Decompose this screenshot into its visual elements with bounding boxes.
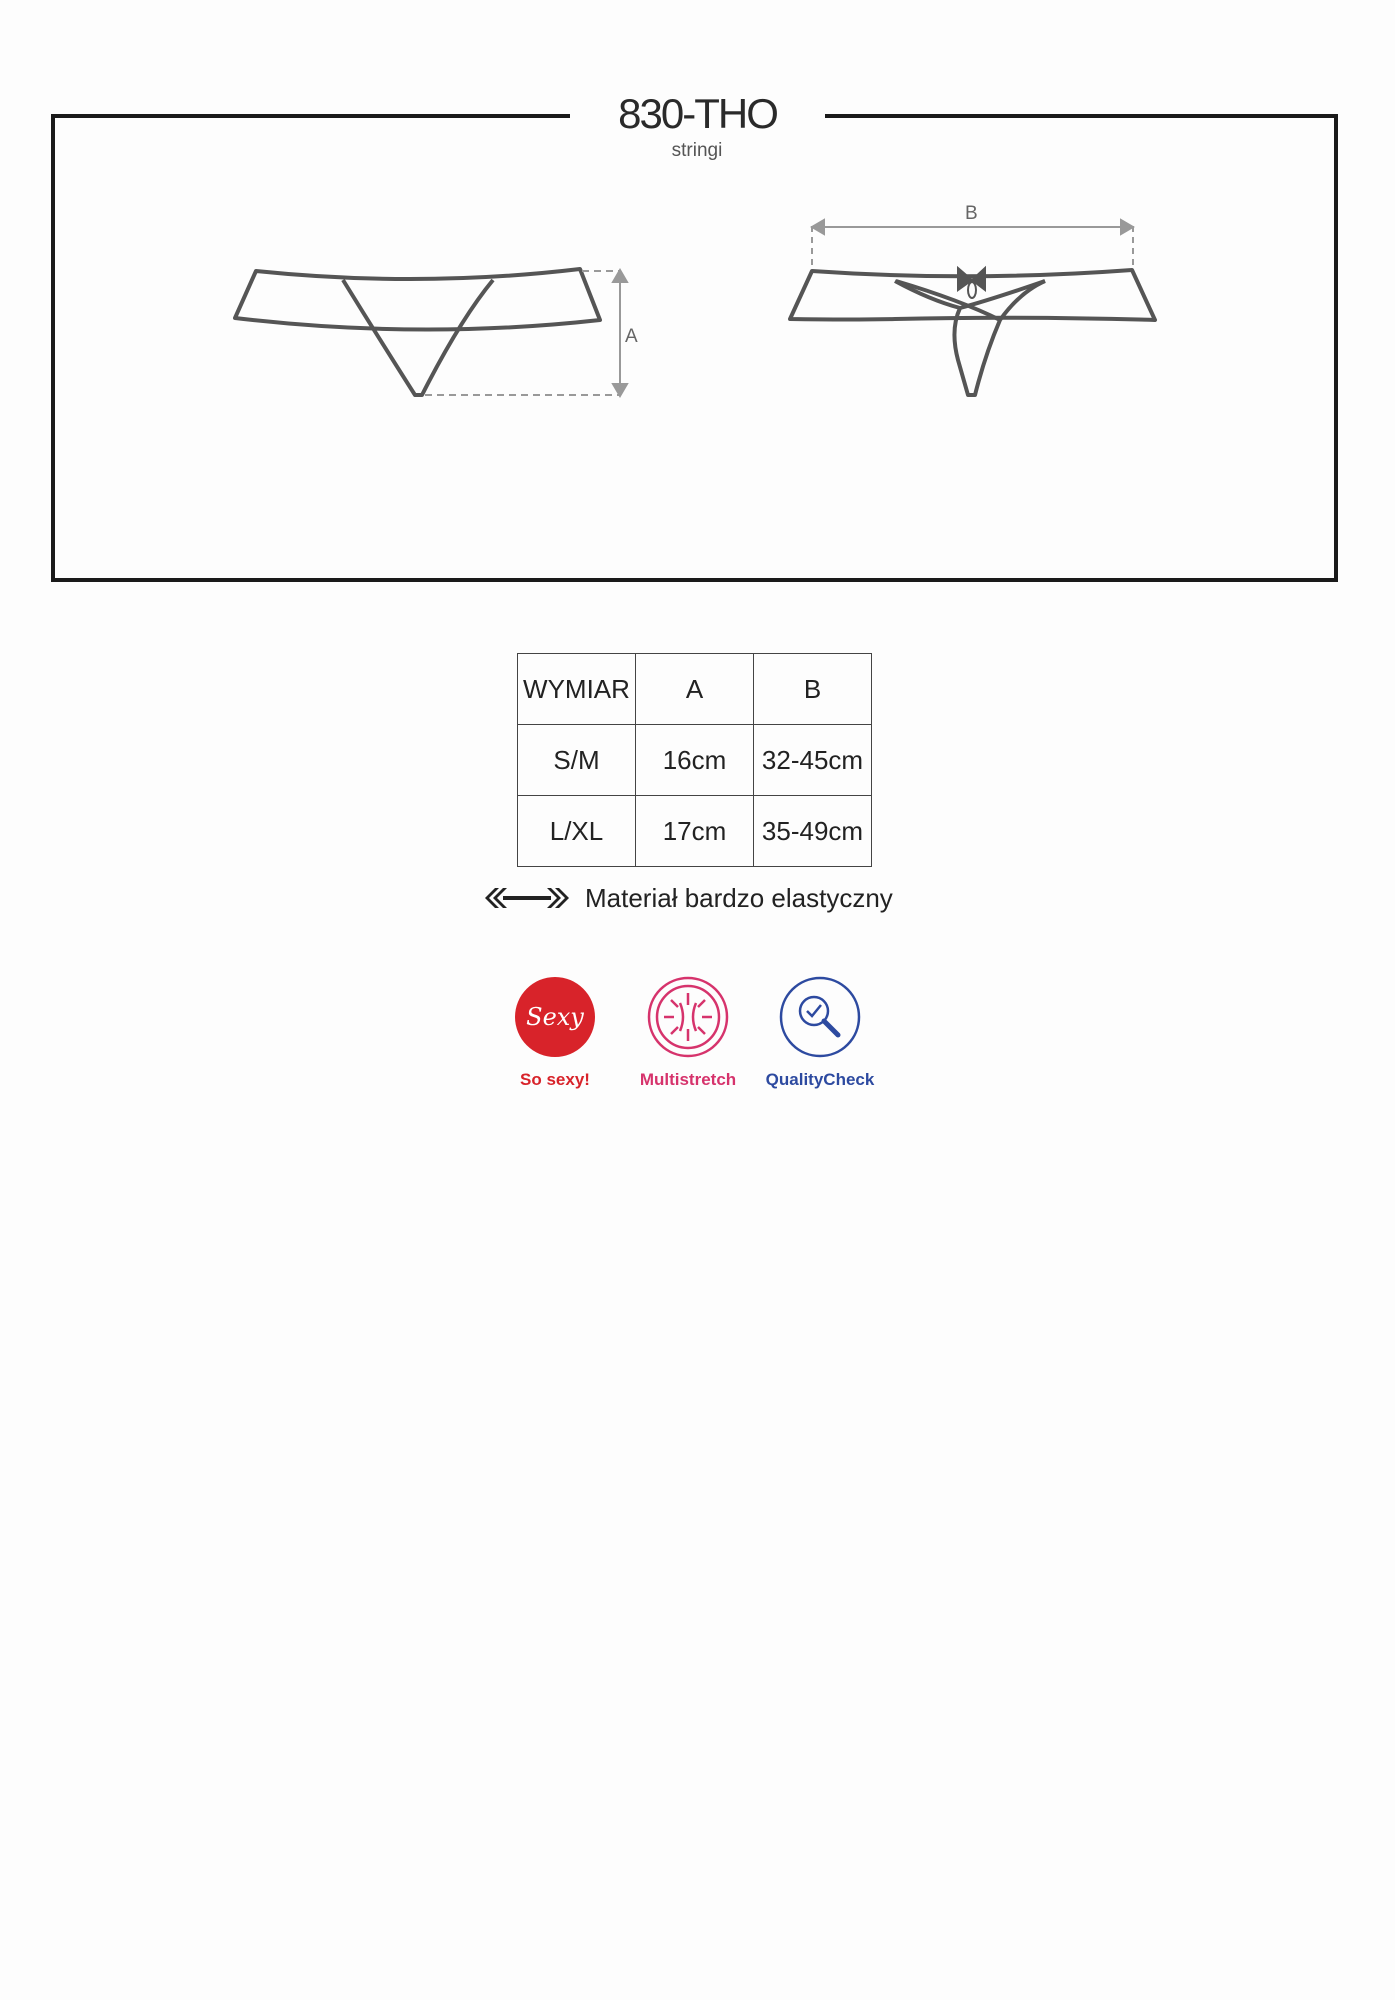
product-type: stringi (671, 140, 723, 161)
stretch-note-text: Materiał bardzo elastyczny (585, 882, 893, 913)
back-view-drawing (790, 270, 1155, 395)
table-cell: 35-49cm (754, 796, 872, 867)
sexy-icon (513, 975, 597, 1059)
table-row (518, 796, 872, 867)
dimension-b-label: B (965, 203, 978, 224)
badge-quality-check (760, 975, 880, 1090)
table-cell: 32-45cm (754, 725, 872, 796)
garment-drawings (0, 0, 1395, 600)
badge-so-sexy (505, 975, 605, 1090)
stretch-note (483, 880, 893, 916)
header-cell: B (754, 654, 872, 725)
table-row (518, 725, 872, 796)
badge-multistretch (628, 975, 748, 1090)
size-table (517, 653, 872, 867)
product-code: 830-THO (618, 90, 777, 137)
front-view-drawing (235, 269, 600, 395)
table-cell: 17cm (636, 796, 754, 867)
table-cell: S/M (518, 725, 636, 796)
header-cell: WYMIAR (518, 654, 636, 725)
badge-label: Multistretch (639, 1070, 737, 1089)
dimension-a-label: A (625, 326, 638, 347)
double-arrow-icon (483, 886, 571, 910)
table-cell: L/XL (518, 796, 636, 867)
sexy-icon-text: Sexy (526, 1003, 584, 1031)
bow-icon (958, 268, 985, 298)
header-cell: A (636, 654, 754, 725)
table-header-row (518, 654, 872, 725)
dimension-b-line (812, 220, 1133, 270)
table-cell: 16cm (636, 725, 754, 796)
badge-label: QualityCheck (765, 1070, 875, 1089)
quality-check-icon (778, 975, 862, 1059)
multistretch-icon (646, 975, 730, 1059)
badge-label: So sexy! (520, 1070, 590, 1089)
